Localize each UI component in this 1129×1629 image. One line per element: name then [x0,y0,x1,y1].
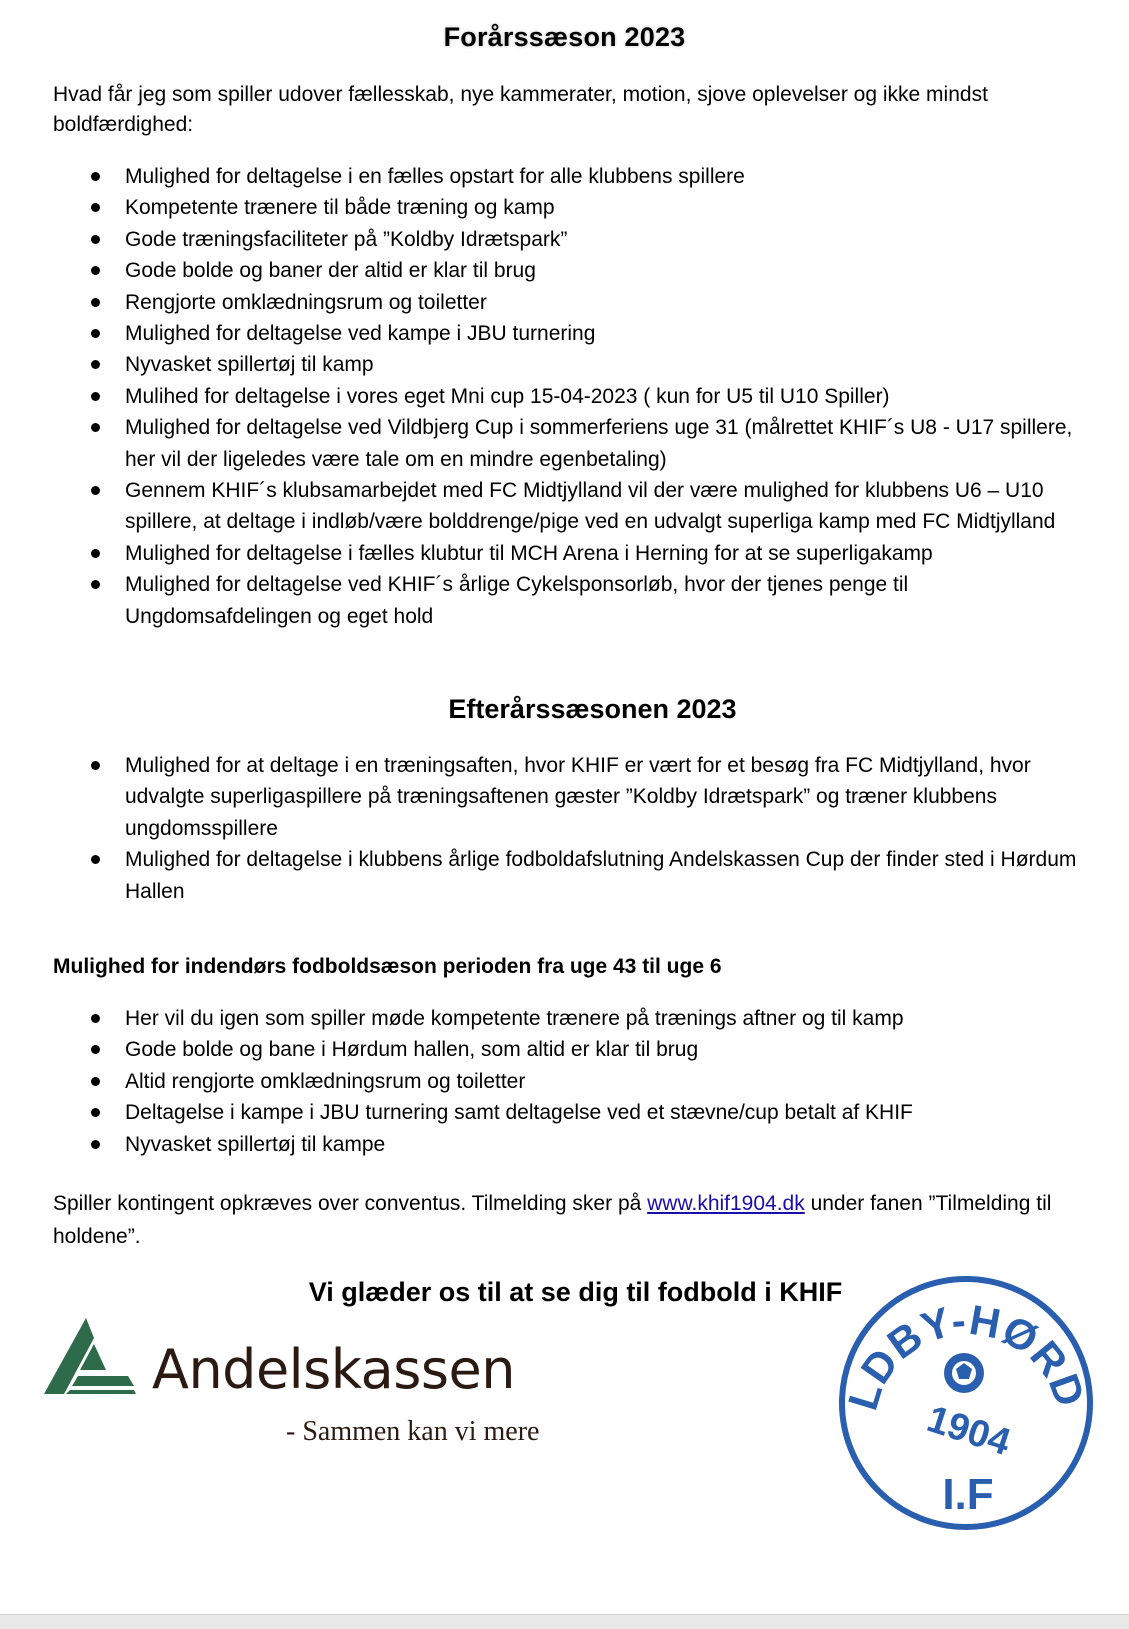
indoor-benefits-list [53,1003,1083,1160]
list-item [53,381,1083,412]
list-item-text: Mulighed for deltagelse i klubbens årlige fodboldafslutning Andelskassen Cup der finder sted i Hørdum Hallen [125,848,1077,903]
list-item [53,318,1083,349]
bullet-icon [91,549,100,558]
bullet-icon [91,298,100,307]
list-item [53,1003,1083,1034]
list-item-text: Mulighed for deltagelse i fælles klubtur til MCH Arena i Herning for at se superligakamp [125,541,933,565]
list-item-text: Mulighed for at deltage i en træningsaften, hvor KHIF er vært for et besøg fra FC Midtjylland, hvor udvalgte superligaspillere på træningsaftenen gæster ”Koldby Idrætspark” og træner klubbens ungdomsspillere [125,754,1031,840]
badge-bottom-text: I.F [942,1470,994,1519]
sponsor-tagline: - Sammen kan vi mere [286,1416,540,1447]
bullet-icon [91,203,100,212]
list-item [53,287,1083,318]
list-item [53,1066,1083,1097]
list-item-text: Nyvasket spillertøj til kampe [125,1132,386,1156]
autumn-benefits-list [53,750,1083,907]
list-item-text: Mulihed for deltagelse i vores eget Mni cup 15-04-2023 ( kun for U5 til U10 Spiller) [125,384,890,408]
list-item-text: Mulighed for deltagelse i en fælles opstart for alle klubbens spillere [125,165,745,188]
list-item [53,412,1083,475]
badge-top-text: LDBY-HØRD [838,1295,1095,1416]
andelskassen-logo [44,1318,604,1458]
list-item-text: Rengjorte omklædningsrum og toiletter [125,290,487,314]
badge-year: 1904 [921,1398,1016,1465]
list-item [53,475,1083,538]
bullet-icon [91,761,100,770]
list-item-text: Gennem KHIF´s klubsamarbejdet med FC Midtjylland vil der være mulighed for klubbens U6 – U10 spillere, at deltage i indløb/være bolddrenge/pige ved en udvalgt superliga kamp med FC Midtjylland [125,479,1056,534]
list-item-text: Gode træningsfaciliteter på ”Koldby Idrætspark” [125,227,568,251]
list-item-text: Her vil du igen som spiller møde kompetente trænere på trænings aftner og til kamp [125,1007,904,1030]
list-item [53,349,1083,380]
list-item [53,1129,1083,1160]
list-item [53,1097,1083,1128]
bullet-icon [91,1014,100,1023]
list-item-text: Mulighed for deltagelse ved Vildbjerg Cup i sommerferiens uge 31 (målrettet KHIF´s U8 - U17 spillere, her vil der ligeledes være tale om en mindre egenbetaling) [125,416,1073,471]
bullet-icon [91,1045,100,1054]
list-item-text: Gode bolde og bane i Hørdum hallen, som altid er klar til brug [125,1038,699,1062]
andelskassen-mark-icon [44,1318,144,1398]
payment-paragraph [53,1187,1113,1253]
list-item-text: Kompetente trænere til både træning og kamp [125,196,555,220]
list-item [53,750,1083,844]
list-item-text: Deltagelse i kampe i JBU turnering samt deltagelse ved et stævne/cup betalt af KHIF [125,1101,913,1125]
list-item [53,569,1083,632]
list-item-text: Mulighed for deltagelse ved kampe i JBU turnering [125,322,596,346]
page-title: Forårssæson 2023 [443,22,686,52]
list-item [53,538,1083,569]
list-item [53,255,1083,286]
payment-text-before: Spiller kontingent opkræves over conventus. Tilmelding sker på [53,1192,648,1215]
club-badge-svg [836,1273,1096,1533]
list-item [53,844,1083,907]
bullet-icon [91,423,100,432]
bullet-icon [91,392,100,401]
svg-text:KOLDBY-HØRDUM [836,1273,1095,1415]
closing-message: Vi glæder os til at se dig til fodbold i KHIF [308,1277,843,1307]
autumn-section-title: Efterårssæsonen 2023 [448,694,737,724]
bullet-icon [91,1108,100,1117]
page-bottom-edge [0,1614,1129,1629]
list-item-text: Mulighed for deltagelse ved KHIF´s årlige Cykelsponsorløb, hvor der tjenes penge til Ungdomsafdelingen og eget hold [125,573,909,628]
sponsor-name: Andelskassen [152,1338,515,1401]
list-item-text: Nyvasket spillertøj til kamp [125,353,374,377]
bullet-icon [91,1140,100,1149]
list-item-text: Gode bolde og baner der altid er klar til brug [125,259,536,283]
list-item [53,1034,1083,1065]
bullet-icon [91,580,100,589]
payment-text-after: under fanen ”Tilmelding til holdene”. [53,1192,1052,1248]
list-item [53,224,1083,255]
bullet-icon [91,360,100,369]
bullet-icon [91,266,100,275]
bullet-icon [91,486,100,495]
club-badge [836,1273,1096,1533]
khif-website-link[interactable]: www.khif1904.dk [647,1192,805,1215]
bullet-icon [91,235,100,244]
indoor-section-heading: Mulighed for indendørs fodboldsæson perioden fra uge 43 til uge 6 [53,955,722,978]
list-item-text: Altid rengjorte omklædningsrum og toiletter [125,1069,526,1093]
intro-paragraph: Hvad får jeg som spiller udover fællesskab, nye kammerater, motion, sjove oplevelser og ikke mindst boldfærdighed: [53,83,988,136]
bullet-icon [91,172,100,181]
bullet-icon [91,1077,100,1086]
bullet-icon [91,329,100,338]
list-item [53,161,1083,192]
bullet-icon [91,855,100,864]
list-item [53,192,1083,223]
spring-benefits-list [53,161,1083,632]
